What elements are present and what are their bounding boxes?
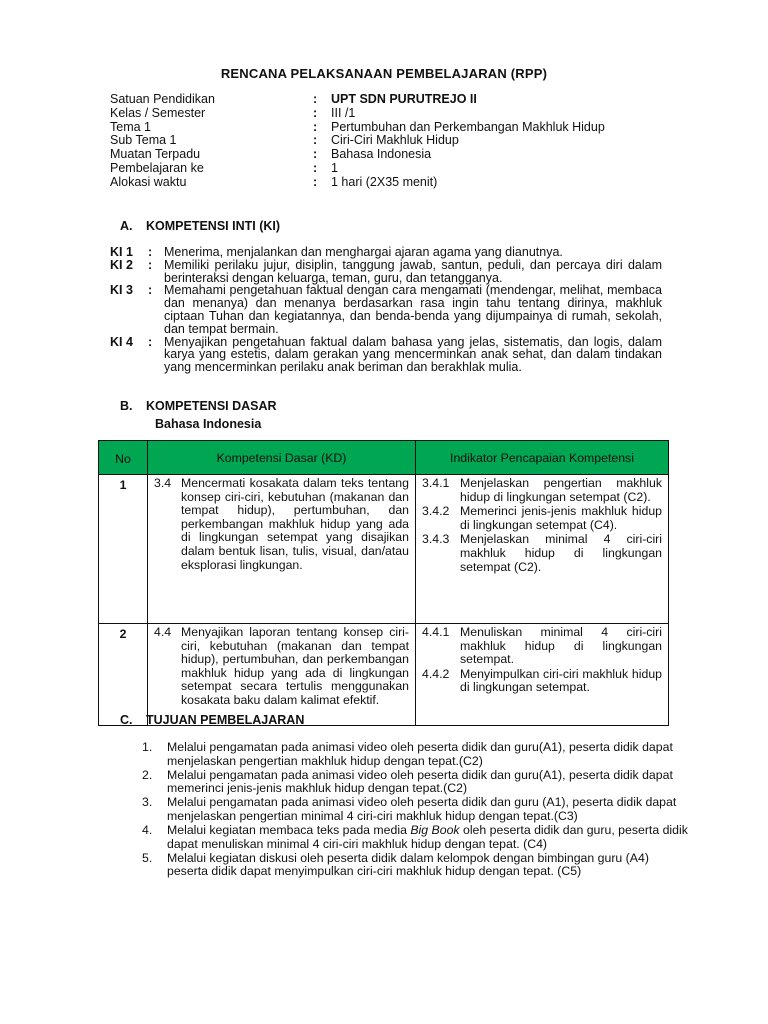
identity-label: Tema 1 [110,119,151,134]
kd-text: Menyajikan laporan tentang konsep ciri-ciri, kebutuhan (makanan dan tempat hidup), pertumbuhan, dan perkembangan makhluk hidup yang ada di lingkungan setempat secara tertulis menggunakan kosakata baku dalam kalimat efektif. [181,625,409,707]
indicator-number: 3.4.1 [422,476,450,490]
section-letter: B. [120,399,133,413]
indicator-text: Menjelaskan minimal 4 ciri-ciri makhluk hidup di lingkungan setempat (C2). [460,532,662,574]
indicator-text: Menyimpulkan ciri-ciri makhluk hidup di lingkungan setempat. [460,666,662,695]
indicator-text: Menjelaskan pengertian makhluk hidup di lingkungan setempat (C2). [460,476,662,504]
header-kd: Kompetensi Dasar (KD) [148,441,416,475]
header-no: No [99,441,148,475]
header-indikator: Indikator Pencapaian Kompetensi [416,441,669,475]
ki-item [110,284,662,335]
identity-value: Pertumbuhan dan Perkembangan Makhluk Hidup [331,119,605,134]
section-letter: A. [120,219,133,233]
table-row [99,475,669,624]
indicator-item [422,505,662,532]
list-text: Melalui kegiatan diskusi oleh peserta didik dalam kelompok dengan bimbingan guru (A4) peserta didik dapat menyimpulkan ciri-ciri makhluk hidup dengan tepat. (C5) [167,850,649,879]
ki-text: Menyajikan pengetahuan faktual dalam bahasa yang jelas, sistematis, dan logis, dalam karya yang estetis, dalam gerakan yang mencerminkan anak sehat, dan dalam tindakan yang mencerminkan perilaku anak beriman dan berakhlak mulia. [164,334,662,375]
identity-value: III /1 [331,105,356,120]
kd-text: Mencermati kosakata dalam teks tentang konsep ciri-ciri, kebutuhan (makanan dan tempat hidup), pertumbuhan, dan perkembangan makhluk hidup yang ada di lingkungan setempat yang disajikan dalam bentuk lisan, tulis, visual, dan/atau eksplorasi lingkungan. [181,476,409,572]
identity-label: Kelas / Semester [110,105,206,120]
identity-label: Alokasi waktu [110,174,187,189]
identity-value: UPT SDN PURUTREJO II [331,92,477,106]
identity-row-pembelajaran [110,162,710,176]
list-number: 3. [142,795,153,810]
identity-value: Ciri-Ciri Makhluk Hidup [331,133,459,148]
kd-item [154,626,409,708]
identity-row-subtema [110,134,710,148]
identity-row-kelas [110,107,710,121]
identity-block [110,93,710,190]
identity-value: Bahasa Indonesia [331,147,432,162]
ki-item [110,336,662,374]
kd-number: 3.4 [154,476,172,490]
list-number: 5. [142,850,153,865]
list-item [142,852,690,879]
ki-colon: : [148,245,153,259]
identity-colon: : [313,105,318,120]
indicator-number: 4.4.2 [422,666,450,681]
indikator-cell [416,475,669,624]
identity-colon: : [313,133,318,148]
identity-row-tema [110,121,710,135]
section-b-heading [120,399,277,413]
ki-text: Menerima, menjalankan dan menghargai ajaran agama yang dianutnya. [164,245,563,259]
ki-code: KI 4 [110,334,133,349]
list-text-italic: Big Book [410,823,460,838]
indicator-item [422,626,662,667]
identity-colon: : [313,174,318,189]
section-letter: C. [120,713,133,727]
row-number: 1 [99,475,148,624]
ki-text: Memiliki perilaku jujur, disiplin, tanggung jawab, santun, peduli, dan percaya diri dalam berinteraksi dengan keluarga, teman, guru, dan tetangganya. [164,257,662,285]
identity-colon: : [313,92,318,106]
identity-colon: : [313,160,318,175]
ki-item [110,246,662,259]
identity-label: Pembelajaran ke [110,160,204,175]
identity-colon: : [313,119,318,134]
section-title: KOMPETENSI INTI (KI) [146,219,281,233]
ki-colon: : [148,283,153,298]
ki-colon: : [148,334,153,349]
list-item [142,769,690,796]
list-text [167,824,690,851]
identity-label: Satuan Pendidikan [110,92,215,106]
indicator-number: 3.4.3 [422,532,450,547]
ki-list [110,246,662,374]
list-number: 1. [142,740,153,754]
list-text-part: oleh peserta didik dan guru, peserta didik dapat menuliskan minimal 4 ciri-ciri makhluk hidup dengan tepat. (C4) [167,823,688,851]
kd-number: 4.4 [154,625,172,639]
indicator-text: Menuliskan minimal 4 ciri-ciri makhluk hidup di lingkungan setempat. [460,625,662,667]
ki-colon: : [148,257,153,272]
list-text: Melalui pengamatan pada animasi video oleh peserta didik dan guru(A1), peserta didik dapat menjelaskan pengertian makhluk hidup dengan tepat.(C2) [167,740,673,768]
table-row [99,624,669,726]
section-title: KOMPETENSI DASAR [146,399,277,413]
identity-value: 1 hari (2X35 menit) [331,174,438,189]
list-number: 2. [142,767,153,782]
section-title: TUJUAN PEMBELAJARAN [146,713,305,727]
section-a-heading [120,219,280,233]
ki-code: KI 3 [110,283,133,298]
indicator-number: 4.4.1 [422,625,450,639]
list-text: Melalui pengamatan pada animasi video oleh peserta didik dan guru (A1), peserta didik dapat menjelaskan pengertian minimal 4 ciri-ciri makhluk hidup dengan tepat.(C3) [167,795,677,823]
indicator-item [422,668,662,695]
list-item [142,796,690,823]
indicator-number: 3.4.2 [422,504,450,519]
tujuan-list [142,741,690,879]
kd-item [154,477,409,572]
identity-label: Sub Tema 1 [110,133,177,148]
list-text: Melalui pengamatan pada animasi video oleh peserta didik dan guru(A1), peserta didik dapat memerinci jenis-jenis makhluk hidup dengan tepat.(C2) [167,767,673,796]
indicator-item [422,533,662,574]
ki-text: Memahami pengetahuan faktual dengan cara mengamati (mendengar, melihat, membaca dan menanya) dan menanya berdasarkan rasa ingin tahu tentang dirinya, makhluk ciptaan Tuhan dan kegiatannya, dan benda-benda yang dijumpainya di rumah, sekolah, dan tempat bermain. [164,283,662,336]
list-item [142,741,690,768]
identity-row-muatan [110,148,710,162]
identity-label: Muatan Terpadu [110,147,201,162]
identity-value: 1 [331,160,338,175]
indikator-cell [416,624,669,726]
list-number: 4. [142,823,153,838]
identity-row-alokasi [110,176,710,190]
kd-table-header-row [99,441,669,475]
kd-cell [148,475,416,624]
indicator-text: Memerinci jenis-jenis makhluk hidup di lingkungan setempat (C4). [460,504,662,532]
ki-code: KI 1 [110,245,133,259]
document-title: RENCANA PELAKSANAAN PEMBELAJARAN (RPP) [220,66,548,81]
section-b-subtitle: Bahasa Indonesia [155,417,262,431]
list-item [142,824,690,851]
section-c-heading [120,713,304,727]
list-text-part: Melalui kegiatan membaca teks pada media [167,823,411,838]
row-number: 2 [99,624,148,726]
identity-colon: : [313,147,318,162]
kd-table [98,440,669,726]
ki-item [110,259,662,285]
indicator-item [422,477,662,504]
kd-cell [148,624,416,726]
ki-code: KI 2 [110,257,133,272]
identity-row-satuan [110,93,710,107]
